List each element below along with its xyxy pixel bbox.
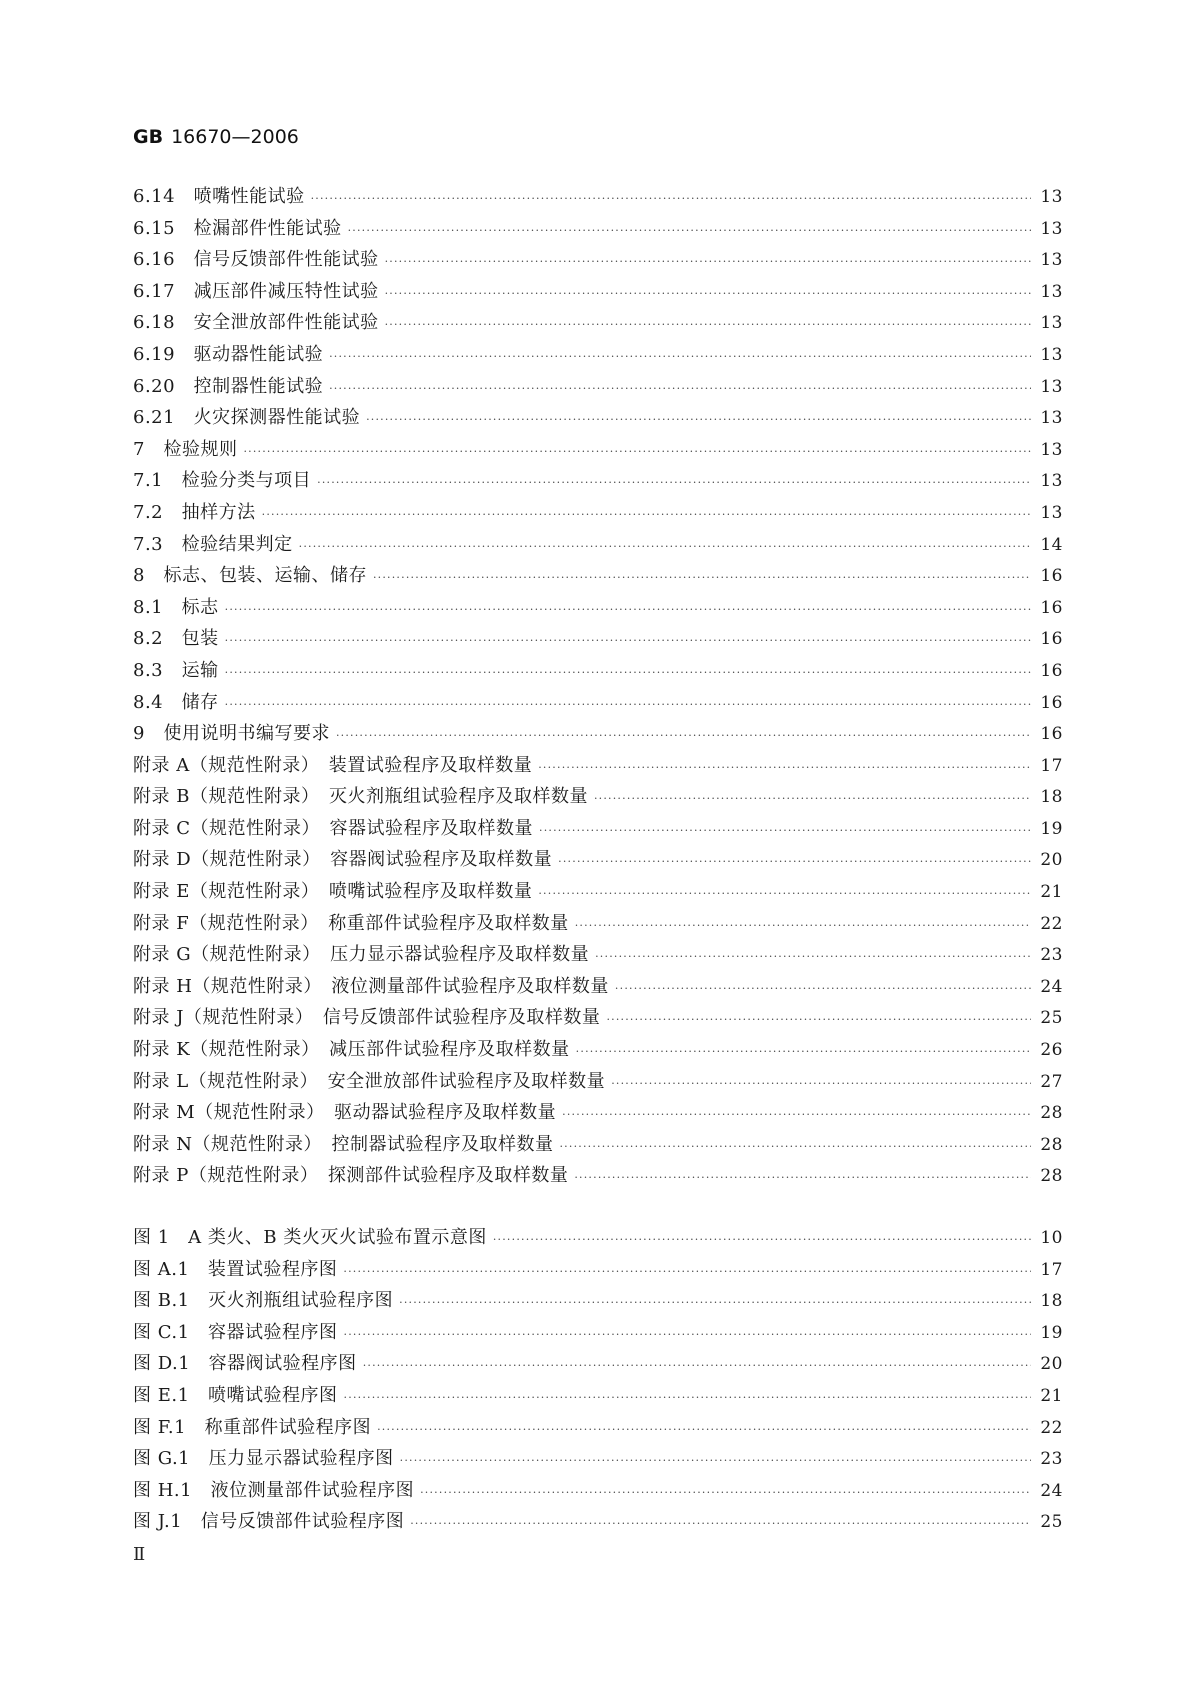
dot-leader (420, 1477, 1031, 1509)
toc-entry[interactable] (133, 876, 1063, 908)
toc-entry-label: 图 D.1 容器阀试验程序图 (133, 1353, 357, 1375)
toc-entry[interactable] (133, 181, 1063, 213)
dot-leader (559, 1131, 1031, 1163)
toc-entry[interactable] (133, 592, 1063, 624)
toc-entry[interactable] (133, 971, 1063, 1003)
dot-leader (225, 594, 1031, 626)
dot-leader (385, 278, 1031, 310)
dot-leader (299, 531, 1031, 563)
toc-entry-label: 附录 G（规范性附录） 压力显示器试验程序及取样数量 (133, 944, 590, 966)
toc-entry-label: 图 H.1 液位测量部件试验程序图 (133, 1479, 415, 1501)
dot-leader (538, 878, 1031, 910)
toc-entry-page: 13 (1040, 344, 1063, 365)
toc-entry-page: 25 (1040, 1512, 1063, 1533)
dot-leader (611, 1068, 1031, 1100)
toc-entry-label: 附录 N（规范性附录） 控制器试验程序及取样数量 (133, 1133, 554, 1155)
toc-entry-page: 18 (1040, 1291, 1063, 1312)
table-of-contents (133, 181, 1063, 1538)
toc-entry[interactable] (133, 402, 1063, 434)
dot-leader (377, 1414, 1031, 1446)
figure-entry[interactable] (133, 1475, 1063, 1507)
toc-entry-label: 图 C.1 容器试验程序图 (133, 1321, 338, 1343)
dot-leader (329, 373, 1031, 405)
toc-entry[interactable] (133, 1160, 1063, 1192)
toc-entry-page: 24 (1040, 976, 1063, 997)
figure-entry[interactable] (133, 1412, 1063, 1444)
dot-leader (493, 1224, 1031, 1256)
dot-leader (400, 1445, 1031, 1477)
figure-entry[interactable] (133, 1443, 1063, 1475)
figure-entry[interactable] (133, 1380, 1063, 1412)
dot-leader (594, 783, 1031, 815)
toc-entry-label: 8.1 标志 (133, 596, 219, 618)
toc-entry-page: 17 (1040, 755, 1063, 776)
dot-leader (343, 1256, 1031, 1288)
toc-entry-label: 图 E.1 喷嘴试验程序图 (133, 1384, 338, 1406)
toc-entry-page: 16 (1040, 660, 1063, 681)
standard-number: 16670—2006 (171, 126, 299, 148)
dot-leader (385, 246, 1031, 278)
toc-figures-list (133, 1222, 1063, 1538)
toc-entry[interactable] (133, 687, 1063, 719)
page-number-footer: Ⅱ (133, 1544, 146, 1565)
toc-entry-label: 附录 B（规范性附录） 灭火剂瓶组试验程序及取样数量 (133, 786, 588, 808)
toc-entry[interactable] (133, 560, 1063, 592)
toc-entry[interactable] (133, 718, 1063, 750)
toc-entry-label: 附录 H（规范性附录） 液位测量部件试验程序及取样数量 (133, 975, 609, 997)
toc-entry[interactable] (133, 623, 1063, 655)
toc-entry-label: 7.2 抽样方法 (133, 501, 256, 523)
dot-leader (243, 436, 1031, 468)
toc-entry-page: 20 (1040, 1354, 1063, 1375)
toc-entry-label: 附录 M（规范性附录） 驱动器试验程序及取样数量 (133, 1102, 557, 1124)
toc-entry-label: 附录 E（规范性附录） 喷嘴试验程序及取样数量 (133, 881, 533, 903)
figure-entry[interactable] (133, 1317, 1063, 1349)
toc-entry-page: 16 (1040, 566, 1063, 587)
toc-entry[interactable] (133, 497, 1063, 529)
toc-entry-label: 图 1 A 类火、B 类火灭火试验布置示意图 (133, 1227, 487, 1248)
toc-entry-page: 14 (1040, 534, 1063, 555)
toc-entry-page: 21 (1040, 1385, 1063, 1406)
toc-entry-page: 13 (1040, 502, 1063, 523)
toc-entry[interactable] (133, 1002, 1063, 1034)
toc-entry-label: 附录 C（规范性附录） 容器试验程序及取样数量 (133, 817, 533, 839)
toc-entry-label: 6.14 喷嘴性能试验 (133, 186, 305, 207)
toc-entry[interactable] (133, 1129, 1063, 1161)
toc-entry[interactable] (133, 244, 1063, 276)
dot-leader (336, 720, 1031, 752)
toc-entry-label: 9 使用说明书编写要求 (133, 723, 330, 745)
figure-entry[interactable] (133, 1222, 1063, 1254)
toc-entry-page: 28 (1040, 1166, 1063, 1187)
toc-entry[interactable] (133, 339, 1063, 371)
toc-entry-label: 图 J.1 信号反馈部件试验程序图 (133, 1511, 405, 1533)
toc-entry[interactable] (133, 781, 1063, 813)
toc-entry-page: 13 (1040, 281, 1063, 302)
toc-entry-page: 13 (1040, 250, 1063, 271)
dot-leader (262, 499, 1031, 531)
toc-entry-label: 6.15 检漏部件性能试验 (133, 217, 342, 239)
dot-leader (311, 183, 1031, 215)
figure-entry[interactable] (133, 1285, 1063, 1317)
dot-leader (562, 1099, 1031, 1131)
toc-entry-page: 16 (1040, 629, 1063, 650)
dot-leader (410, 1508, 1031, 1540)
toc-entry[interactable] (133, 939, 1063, 971)
dot-leader (606, 1004, 1031, 1036)
dot-leader (225, 689, 1031, 721)
toc-entry-label: 图 G.1 压力显示器试验程序图 (133, 1448, 394, 1470)
toc-entry-page: 26 (1040, 1040, 1063, 1061)
toc-entry-label: 6.16 信号反馈部件性能试验 (133, 249, 379, 271)
dot-leader (225, 657, 1031, 689)
toc-entry-label: 图 F.1 称重部件试验程序图 (133, 1416, 372, 1438)
toc-entry[interactable] (133, 307, 1063, 339)
toc-entry-label: 8.2 包装 (133, 628, 219, 650)
toc-entry-label: 6.17 减压部件减压特性试验 (133, 280, 379, 302)
toc-entry-label: 附录 A（规范性附录） 装置试验程序及取样数量 (133, 754, 533, 776)
toc-entry-page: 17 (1040, 1259, 1063, 1280)
toc-entry-page: 24 (1040, 1480, 1063, 1501)
toc-entry-label: 6.20 控制器性能试验 (133, 375, 324, 397)
toc-entry-label: 6.19 驱动器性能试验 (133, 343, 324, 365)
toc-entry[interactable] (133, 750, 1063, 782)
toc-entry[interactable] (133, 529, 1063, 561)
dot-leader (373, 562, 1031, 594)
toc-entry-page: 19 (1040, 818, 1063, 839)
dot-leader (558, 846, 1031, 878)
dot-leader (344, 1382, 1031, 1414)
toc-entry-label: 7.3 检验结果判定 (133, 533, 293, 555)
toc-entry[interactable] (133, 844, 1063, 876)
toc-entry-label: 8.3 运输 (133, 659, 219, 681)
toc-entry-label: 8 标志、包装、运输、储存 (133, 565, 367, 587)
toc-entry-page: 22 (1040, 913, 1063, 934)
toc-entry-label: 图 A.1 装置试验程序图 (133, 1258, 338, 1280)
toc-entry-page: 10 (1040, 1228, 1063, 1248)
toc-sections-list (133, 181, 1063, 1192)
toc-entry-page: 13 (1040, 408, 1063, 429)
figure-entry[interactable] (133, 1254, 1063, 1286)
dot-leader (366, 404, 1031, 436)
toc-entry-page: 16 (1040, 692, 1063, 713)
dot-leader (575, 910, 1031, 942)
dot-leader (344, 1319, 1031, 1351)
dot-leader (399, 1287, 1031, 1319)
toc-entry[interactable] (133, 276, 1063, 308)
toc-entry[interactable] (133, 213, 1063, 245)
toc-entry-page: 16 (1040, 597, 1063, 618)
toc-entry-page: 13 (1040, 187, 1063, 207)
toc-entry-label: 图 B.1 灭火剂瓶组试验程序图 (133, 1290, 394, 1312)
toc-entry-label: 附录 K（规范性附录） 减压部件试验程序及取样数量 (133, 1039, 570, 1061)
dot-leader (595, 941, 1031, 973)
toc-entry[interactable] (133, 434, 1063, 466)
toc-entry-page: 20 (1040, 850, 1063, 871)
dot-leader (317, 467, 1031, 499)
toc-entry-page: 13 (1040, 376, 1063, 397)
dot-leader (539, 815, 1031, 847)
toc-entry-page: 21 (1040, 882, 1063, 903)
dot-leader (574, 1162, 1031, 1194)
toc-entry-label: 8.4 储存 (133, 691, 219, 713)
toc-entry-page: 28 (1040, 1134, 1063, 1155)
toc-entry-page: 22 (1040, 1417, 1063, 1438)
toc-entry-page: 25 (1040, 1008, 1063, 1029)
toc-entry-label: 7 检验规则 (133, 438, 238, 460)
toc-entry-page: 23 (1040, 945, 1063, 966)
toc-entry-page: 28 (1040, 1103, 1063, 1124)
dot-leader (225, 625, 1031, 657)
toc-entry-page: 16 (1040, 724, 1063, 745)
toc-entry[interactable] (133, 1097, 1063, 1129)
toc-entry-page: 13 (1040, 439, 1063, 460)
toc-entry-label: 附录 P（规范性附录） 探测部件试验程序及取样数量 (133, 1165, 569, 1187)
figure-entry[interactable] (133, 1506, 1063, 1538)
dot-leader (363, 1350, 1031, 1382)
toc-entry-page: 27 (1040, 1071, 1063, 1092)
toc-entry-label: 附录 F（规范性附录） 称重部件试验程序及取样数量 (133, 912, 569, 934)
dot-leader (576, 1036, 1031, 1068)
toc-entry-label: 6.21 火灾探测器性能试验 (133, 407, 361, 429)
toc-entry[interactable] (133, 908, 1063, 940)
toc-entry[interactable] (133, 1066, 1063, 1098)
toc-entry-page: 13 (1040, 313, 1063, 334)
toc-entry-label: 6.18 安全泄放部件性能试验 (133, 312, 379, 334)
dot-leader (329, 341, 1031, 373)
dot-leader (385, 309, 1031, 341)
toc-entry-label: 7.1 检验分类与项目 (133, 470, 312, 492)
dot-leader (348, 215, 1031, 247)
toc-entry-page: 23 (1040, 1449, 1063, 1470)
document-header (133, 126, 299, 148)
dot-leader (538, 752, 1031, 784)
toc-entry[interactable] (133, 465, 1063, 497)
figure-entry[interactable] (133, 1348, 1063, 1380)
toc-entry-page: 18 (1040, 787, 1063, 808)
toc-entry-page: 13 (1040, 218, 1063, 239)
toc-entry-label: 附录 L（规范性附录） 安全泄放部件试验程序及取样数量 (133, 1070, 606, 1092)
standard-code: GB (133, 126, 164, 148)
toc-entry-label: 附录 J（规范性附录） 信号反馈部件试验程序及取样数量 (133, 1007, 601, 1029)
dot-leader (615, 973, 1031, 1005)
toc-entry-page: 19 (1040, 1322, 1063, 1343)
toc-entry-page: 13 (1040, 471, 1063, 492)
toc-entry[interactable] (133, 371, 1063, 403)
toc-entry[interactable] (133, 655, 1063, 687)
toc-entry[interactable] (133, 813, 1063, 845)
toc-entry-label: 附录 D（规范性附录） 容器阀试验程序及取样数量 (133, 849, 553, 871)
toc-entry[interactable] (133, 1034, 1063, 1066)
